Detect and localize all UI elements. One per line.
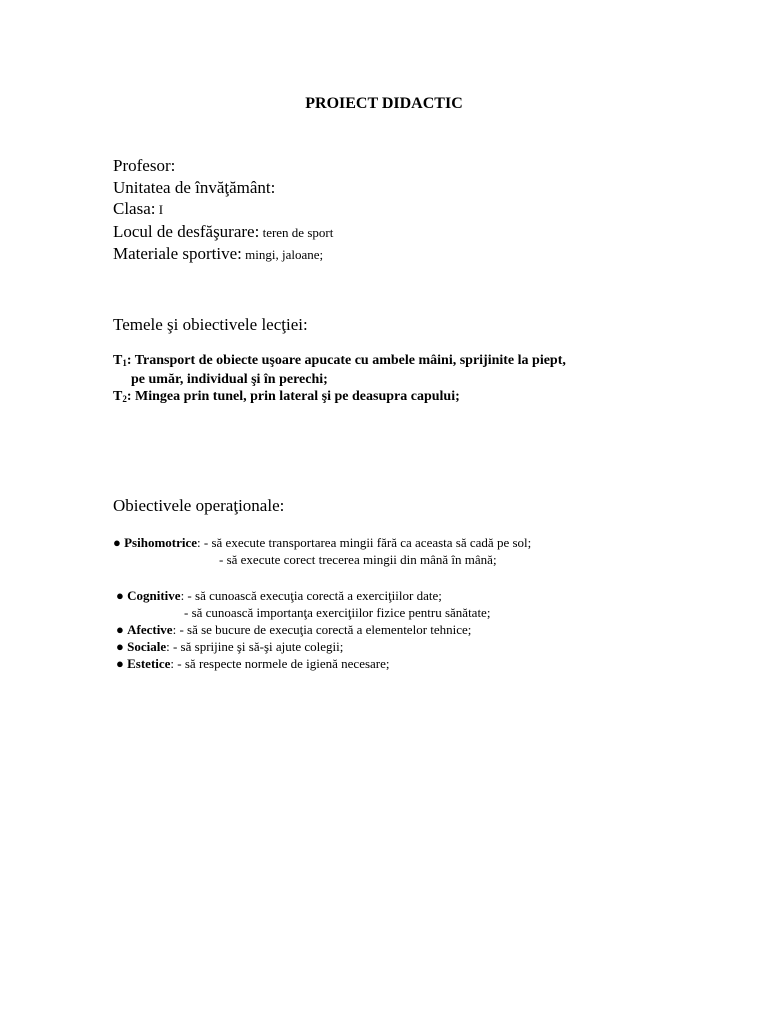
theme-1-continuation: pe umăr, individual şi în perechi;	[131, 371, 328, 387]
theme-1-prefix: T	[113, 353, 123, 368]
ops-cognitive	[116, 587, 491, 672]
document-title: PROIECT DIDACTIC	[305, 95, 463, 112]
locul-label: Locul de desfăşurare:	[113, 221, 260, 241]
clasa-value: I	[155, 202, 164, 217]
theme-2-text: : Mingea prin tunel, prin lateral şi pe deasupra capului;	[126, 389, 460, 404]
profesor-line	[113, 155, 333, 177]
profesor-label: Profesor:	[113, 156, 176, 175]
psihomotrice-line-2: - să execute corect trecerea mingii din mână în mână;	[219, 552, 497, 567]
bullet-icon: ●	[116, 622, 124, 637]
theme-2-subscript: 2	[122, 394, 127, 404]
estetice-line	[116, 655, 471, 672]
theme-1-subscript: 1	[122, 358, 127, 368]
info-block	[113, 155, 333, 266]
cognitive-line-2: - să cunoască importanţa exerciţiilor fizice pentru sănătate;	[184, 605, 491, 620]
clasa-label: Clasa:	[113, 199, 156, 218]
theme-1-text: : Transport de obiecte uşoare apucate cu ambele mâini, sprijinite la piept,	[126, 353, 566, 368]
afective-text: : - să se bucure de execuţia corectă a elementelor tehnice;	[172, 622, 472, 637]
afective-line	[116, 621, 471, 638]
ops-psihomotrice	[113, 534, 531, 568]
themes-heading: Temele şi obiectivele lecţiei:	[113, 315, 308, 334]
afective-label: Afective	[127, 622, 173, 637]
sociale-text: : - să sprijine şi să-şi ajute colegii;	[166, 639, 344, 654]
locul-line	[113, 221, 333, 244]
themes-list	[113, 352, 566, 407]
psihomotrice-text-1: : - să execute transportarea mingii fără ca aceasta să cadă pe sol;	[197, 535, 532, 550]
estetice-text: : - să respecte normele de igienă necesare;	[170, 656, 390, 671]
cognitive-line-1	[116, 587, 471, 604]
unitatea-label: Unitatea de învăţământ:	[113, 177, 276, 197]
cognitive-label: Cognitive	[127, 588, 181, 603]
theme-1	[113, 352, 566, 371]
psihomotrice-line-1	[113, 534, 531, 551]
bullet-icon: ●	[113, 535, 121, 550]
psihomotrice-label: Psihomotrice	[124, 535, 198, 550]
bullet-icon: ●	[116, 656, 124, 671]
materiale-value: mingi, jaloane;	[241, 247, 324, 262]
cognitive-text-1: : - să cunoască execuţia corectă a exerciţiilor date;	[180, 588, 442, 603]
bullet-icon: ●	[116, 588, 124, 603]
materiale-line	[113, 243, 333, 266]
theme-2	[113, 388, 566, 407]
unitatea-line	[113, 177, 333, 199]
materiale-label: Materiale sportive:	[113, 244, 242, 263]
theme-2-prefix: T	[113, 389, 123, 404]
clasa-line	[113, 198, 333, 221]
sociale-label: Sociale	[127, 639, 167, 654]
estetice-label: Estetice	[127, 656, 171, 671]
sociale-line	[116, 638, 471, 655]
locul-value: teren de sport	[259, 224, 334, 240]
ops-heading: Obiectivele operaţionale:	[113, 496, 285, 515]
bullet-icon: ●	[116, 639, 124, 654]
